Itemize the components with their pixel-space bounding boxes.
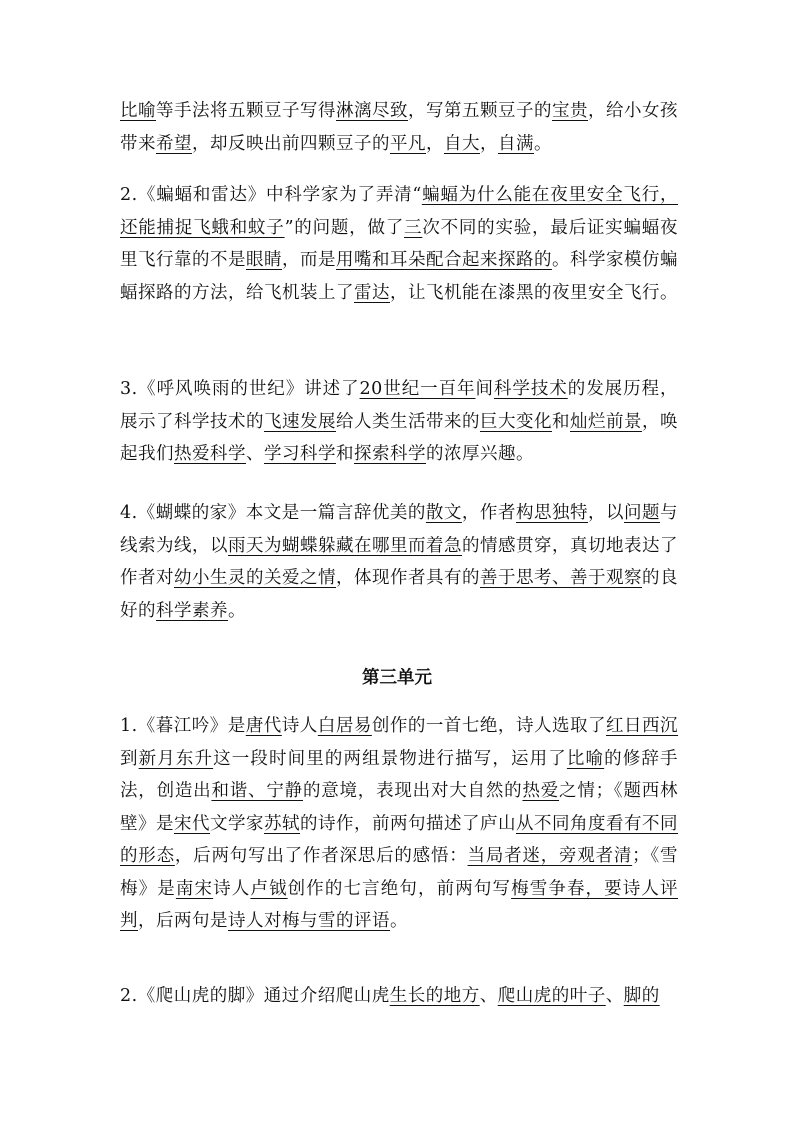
underlined-answer: 卢钺 — [250, 878, 288, 899]
text-segment: ，却反映出前四颗豆子的 — [192, 133, 390, 154]
text-segment: 的修辞手法，创造出 — [120, 748, 679, 801]
underlined-answer: 20世纪一百年 — [359, 379, 476, 399]
paragraph-poems — [120, 710, 678, 938]
underlined-answer: 苏轼 — [264, 813, 300, 834]
text-segment: ”的问题，做了 — [284, 217, 405, 238]
text-segment: 1.《暮江吟》是 — [120, 716, 246, 736]
text-segment: 等手法将五颗豆子写得 — [156, 101, 336, 121]
underlined-answer: 散文 — [425, 503, 462, 523]
text-segment: 2.《蝙蝠和雷达》中科学家为了弄清“ — [120, 185, 422, 205]
underlined-answer: 雨天为蝴蝶躲藏在哪里而着急 — [228, 535, 462, 556]
paragraph-five-peas — [120, 95, 678, 160]
underlined-answer: 新月东升 — [138, 748, 214, 769]
underlined-answer: 巨大变化 — [480, 411, 552, 432]
text-segment: 的情感贯穿，真切地表达了作者对 — [120, 535, 678, 588]
text-segment: ，唤起我们 — [120, 411, 678, 464]
text-segment: 、 — [479, 986, 498, 1006]
text-segment: 、 — [246, 444, 264, 464]
paragraph-century — [120, 373, 678, 471]
text-segment: 这一段时间里的两组景物进行描写，运用了 — [213, 748, 567, 769]
text-segment: 创作的七言绝句，前两句写 — [287, 878, 512, 899]
paragraph-butterfly — [120, 497, 678, 627]
underlined-answer: 探索科学 — [354, 444, 426, 464]
underlined-answer: 善于思考、善于观察 — [480, 568, 642, 588]
text-segment: 到 — [120, 748, 139, 769]
underlined-answer: 比喻 — [566, 748, 605, 769]
text-segment: ，作者 — [461, 503, 516, 523]
text-segment: ，给小女孩带来 — [120, 101, 678, 154]
underlined-answer: 生长的地方 — [389, 986, 480, 1006]
text-segment: ，而是 — [282, 250, 336, 270]
text-segment: ，写第五颗豆子的 — [408, 101, 552, 121]
text-segment: 的良好的 — [120, 568, 678, 621]
text-segment: 和 — [336, 444, 354, 464]
text-segment: 。 — [390, 911, 408, 931]
text-segment: 诗人 — [281, 716, 318, 736]
underlined-answer: 平凡 — [390, 133, 426, 154]
text-segment: 3.《呼风唤雨的世纪》讲述了 — [120, 379, 360, 399]
underlined-answer: 构思独特 — [515, 503, 588, 523]
text-segment: ， — [480, 133, 498, 154]
underlined-answer: 唐代 — [245, 716, 282, 736]
text-segment: 给人类生活带来的 — [336, 411, 480, 432]
text-segment: ， — [426, 133, 444, 154]
underlined-answer: 宋代 — [174, 813, 210, 834]
underlined-answer: 眼睛 — [246, 250, 282, 270]
text-segment: 之情；《题西林壁》是 — [120, 781, 679, 834]
underlined-answer: 问题 — [624, 503, 661, 523]
underlined-answer: 飞速发展 — [264, 411, 336, 432]
text-segment: 创作的一首七绝，诗人选取了 — [371, 716, 606, 736]
underlined-answer: 雷达 — [354, 282, 390, 303]
text-segment: 4.《蝴蝶的家》本文是一篇言辞优美的 — [120, 503, 426, 523]
text-segment: 、 — [605, 986, 624, 1006]
underlined-answer: 红日西沉 — [606, 716, 679, 736]
text-segment: 与线索为线，以 — [120, 503, 679, 556]
text-segment: ，体现作者具有的 — [336, 568, 480, 588]
underlined-answer: 诗人对梅与雪的评语 — [228, 911, 390, 931]
text-segment: ，以 — [587, 503, 625, 523]
underlined-answer: 梅雪争春，要诗人评判 — [120, 878, 679, 931]
underlined-answer: 脚的 — [623, 986, 660, 1006]
underlined-answer: 蝙蝠为什么能在夜里安全飞行，还能捕捉飞蛾和蚊子 — [120, 185, 678, 238]
underlined-answer: 学习科学 — [264, 444, 336, 464]
underlined-answer: 科学技术 — [493, 379, 568, 399]
text-segment: 。科学家模仿蝙蝠探路的方法，给飞机装上了 — [120, 250, 678, 303]
text-segment: 的意境，表现出对大自然的 — [302, 781, 523, 801]
text-segment: 的浓厚兴趣。 — [426, 444, 534, 464]
underlined-answer: 当局者迷，旁观者清 — [467, 846, 633, 866]
paragraph-bats-radar — [120, 179, 678, 309]
text-segment: ，后两句是 — [138, 911, 228, 931]
underlined-answer: 自满 — [498, 133, 534, 154]
underlined-answer: 从不同角度看有不同的形态 — [120, 813, 678, 866]
underlined-answer: 热爱科学 — [174, 444, 246, 464]
underlined-answer: 科学素养 — [156, 600, 228, 621]
underlined-answer: 三 — [404, 217, 423, 238]
text-segment: 文学家 — [210, 813, 264, 834]
underlined-answer: 希望 — [156, 133, 192, 154]
underlined-answer: 爬山虎的叶子 — [497, 986, 606, 1006]
text-segment: ，后两句写出了作者深思后的感悟： — [174, 846, 468, 866]
text-segment: 次不同的实验，最后证实蝙蝠夜里飞行靠的不是 — [120, 217, 679, 270]
underlined-answer: 白居易 — [317, 716, 372, 736]
text-segment: 间 — [475, 379, 494, 399]
underlined-answer: 用嘴和耳朵配合起来探路的 — [336, 250, 552, 270]
text-segment: 的发展历程，展示了科学技术的 — [120, 379, 678, 432]
text-segment: 。 — [228, 600, 246, 621]
underlined-answer: 和谐、宁静 — [211, 781, 303, 801]
underlined-answer: 灿烂前景 — [570, 411, 642, 432]
unit-heading: 第三单元 — [362, 668, 432, 688]
underlined-answer: 宝贵 — [552, 101, 588, 121]
underlined-answer: 幼小生灵的关爱之情 — [174, 568, 336, 588]
text-segment: ，让飞机能在漆黑的夜里安全飞行。 — [390, 282, 678, 303]
text-segment: 2.《爬山虎的脚》通过介绍爬山虎 — [120, 986, 390, 1006]
text-segment: ；《雪梅》是 — [120, 846, 679, 899]
text-segment: 的诗作，前两句描述了庐山 — [300, 813, 516, 834]
underlined-answer: 淋漓尽致 — [336, 101, 408, 121]
text-segment: 。 — [534, 133, 552, 154]
underlined-answer: 南宋 — [175, 878, 214, 899]
underlined-answer: 自大 — [444, 133, 480, 154]
paragraph-ivy — [120, 980, 678, 1013]
underlined-answer: 热爱 — [522, 781, 560, 801]
text-segment: 和 — [552, 411, 570, 432]
text-segment: 诗人 — [213, 878, 251, 899]
underlined-answer: 比喻 — [120, 101, 156, 121]
